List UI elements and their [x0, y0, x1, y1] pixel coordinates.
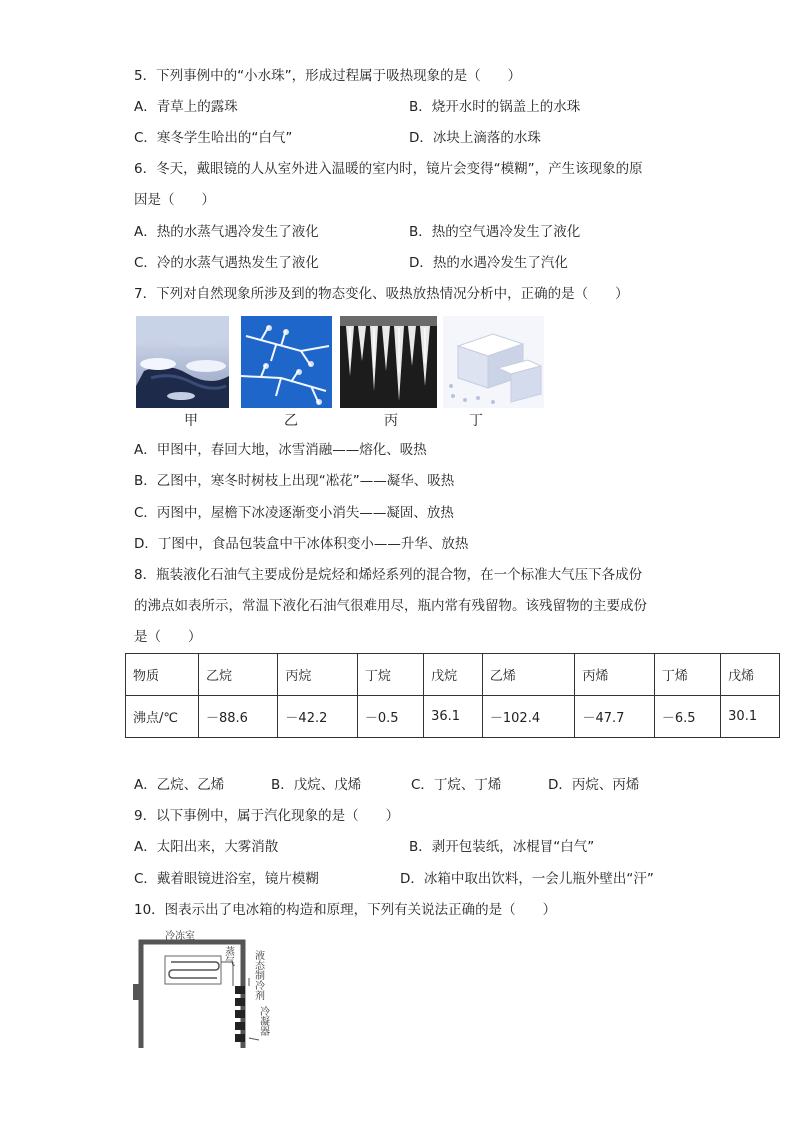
- caption-yi: 乙: [284, 413, 298, 429]
- q5-option-b: B．烧开水时的锅盖上的水珠: [409, 99, 581, 115]
- q9-option-a: A．太阳出来，大雾消散: [134, 839, 279, 855]
- table-cell: 戊烯: [721, 654, 780, 696]
- caption-bing: 丙: [384, 413, 398, 429]
- refrigerator-diagram: [133, 928, 273, 1048]
- table-cell: －47.7: [575, 696, 654, 738]
- table-cell: 乙烯: [482, 654, 575, 696]
- q7-option-d: D．丁图中，食品包装盒中干冰体积变小——升华、放热: [134, 536, 469, 552]
- q5-option-a: A．青草上的露珠: [134, 99, 238, 115]
- table-cell: －102.4: [482, 696, 575, 738]
- table-row: [126, 654, 780, 696]
- table-cell: －0.5: [357, 696, 423, 738]
- q6-stem-line2: 因是（ ）: [134, 192, 215, 208]
- label-freezer: 冷冻室: [165, 931, 195, 942]
- q8-option-a: A．乙烷、乙烯: [134, 777, 225, 793]
- q8-stem-line2: 的沸点如表所示，常温下液化石油气很难用尽，瓶内常有残留物。该残留物的主要成份: [134, 598, 647, 614]
- q6-option-d: D．热的水遇冷发生了汽化: [409, 255, 568, 271]
- q10-stem: 10．图表示出了电冰箱的构造和原理，下列有关说法正确的是（ ）: [134, 902, 557, 918]
- q9-stem: 9．以下事例中，属于汽化现象的是（ ）: [134, 808, 400, 824]
- refrigerator-drawing: [133, 928, 273, 1048]
- label-steam: 蒸气: [222, 946, 234, 966]
- image-dry-ice: [443, 316, 544, 408]
- image-snowy-stream: [136, 316, 229, 408]
- q8-stem-line1: 8．瓶装液化石油气主要成份是烷烃和烯烃系列的混合物，在一个标准大气压下各成份: [134, 567, 643, 583]
- table-cell: －42.2: [278, 696, 357, 738]
- q6-option-c: C．冷的水蒸气遇热发生了液化: [134, 255, 319, 271]
- table-cell: 30.1: [721, 696, 780, 738]
- table-cell: 丁烷: [357, 654, 423, 696]
- q5-option-c: C．寒冬学生哈出的“白气”: [134, 130, 293, 146]
- q7-option-b: B．乙图中，寒冬时树枝上出现“凇花”——凝华、吸热: [134, 473, 455, 489]
- label-condenser: 冷凝器: [257, 1006, 269, 1036]
- q8-option-c: C．丁烷、丁烯: [411, 777, 502, 793]
- q5-option-d: D．冰块上滴落的水珠: [409, 130, 541, 146]
- q9-option-c: C．戴着眼镜进浴室，镜片模糊: [134, 871, 319, 887]
- q5-stem: 5．下列事例中的“小水珠”，形成过程属于吸热现象的是（ ）: [134, 68, 522, 84]
- table-cell: 丁烯: [654, 654, 720, 696]
- boiling-point-table: [125, 653, 780, 738]
- q9-option-b: B．剥开包装纸，冰棍冒“白气”: [409, 839, 595, 855]
- table-cell: －88.6: [199, 696, 278, 738]
- table-cell: 丙烷: [278, 654, 357, 696]
- table-cell: －6.5: [654, 696, 720, 738]
- q6-option-a: A．热的水蒸气遇冷发生了液化: [134, 224, 319, 240]
- table-row: [126, 696, 780, 738]
- table-cell: 沸点/℃: [126, 696, 199, 738]
- q7-stem: 7．下列对自然现象所涉及到的物态变化、吸热放热情况分析中，正确的是（ ）: [134, 286, 629, 302]
- caption-jia: 甲: [184, 413, 198, 429]
- q6-option-b: B．热的空气遇冷发生了液化: [409, 224, 581, 240]
- table-cell: 丙烯: [575, 654, 654, 696]
- q8-stem-line3: 是（ ）: [134, 629, 202, 645]
- q6-stem-line1: 6．冬天，戴眼镜的人从室外进入温暖的室内时，镜片会变得“模糊”，产生该现象的原: [134, 161, 643, 177]
- table-cell: 36.1: [424, 696, 483, 738]
- q7-option-a: A．甲图中，春回大地，冰雪消融——熔化、吸热: [134, 442, 427, 458]
- q8-option-d: D．丙烷、丙烯: [548, 777, 640, 793]
- table-cell: 乙烷: [199, 654, 278, 696]
- table-cell: 戊烷: [424, 654, 483, 696]
- q9-option-d: D．冰箱中取出饮料，一会儿瓶外壁出“汗”: [400, 871, 654, 887]
- table-cell: 物质: [126, 654, 199, 696]
- caption-ding: 丁: [469, 413, 483, 429]
- image-frost-branches: [241, 316, 332, 408]
- label-liquid-refrigerant: 液态制冷剂: [252, 950, 264, 1000]
- image-icicles: [340, 316, 437, 408]
- q7-option-c: C．丙图中，屋檐下冰凌逐渐变小消失——凝固、放热: [134, 505, 454, 521]
- q8-option-b: B．戊烷、戊烯: [271, 777, 362, 793]
